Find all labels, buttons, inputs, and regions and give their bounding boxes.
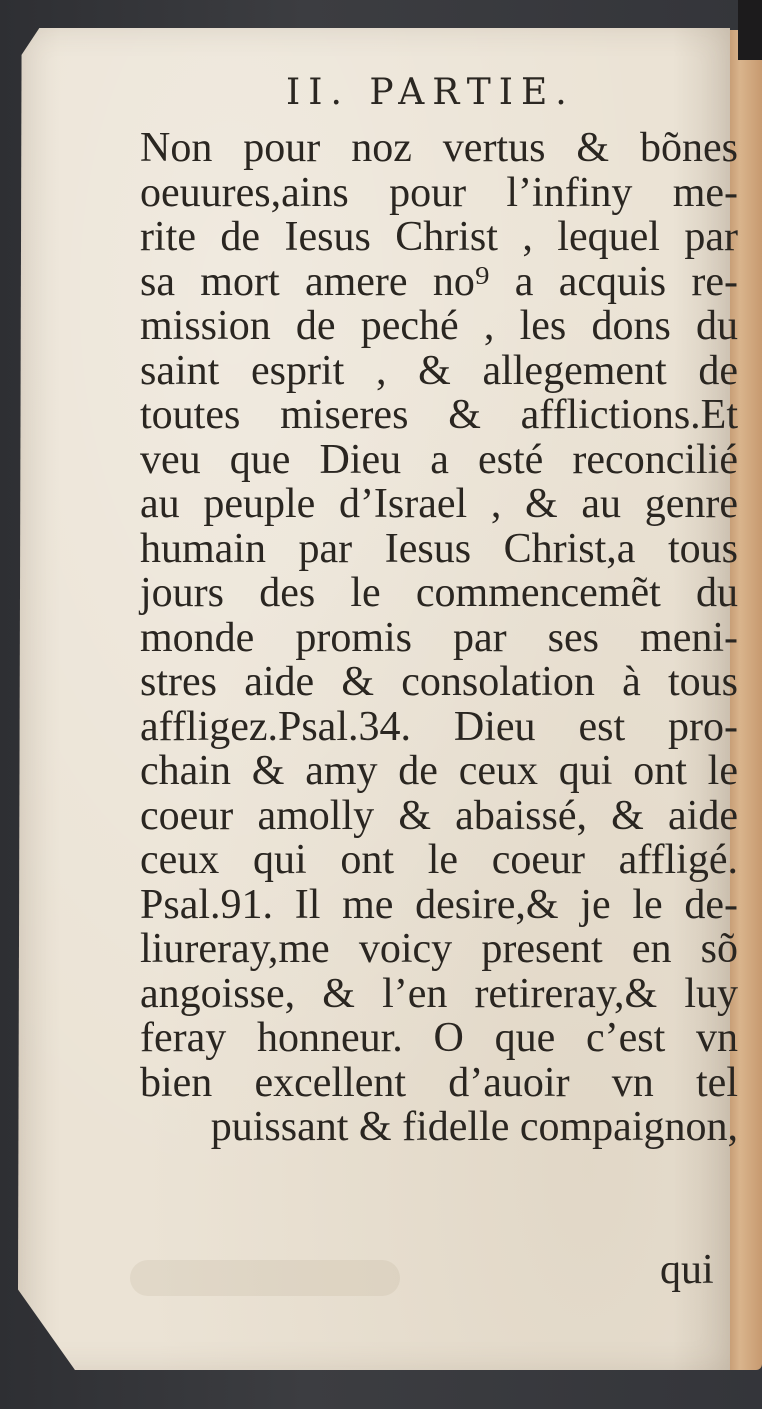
text-line: saint esprit , & allegement de: [140, 347, 738, 394]
text-line: veu que Dieu a esté reconcilié: [140, 436, 738, 483]
text-line: mission de peché , les dons du: [140, 303, 738, 349]
text-line: rite de Iesus Christ , lequel par: [140, 214, 738, 260]
running-heading: II. PARTIE.: [286, 72, 575, 113]
text-line: stres aide & consolation à tous: [140, 659, 738, 705]
text-line: ceux qui ont le coeur affligé.: [140, 837, 738, 883]
text-line: jours des le commencemẽt du: [140, 570, 738, 616]
text-line: monde promis par ses meni-: [140, 614, 738, 661]
text-line: Non pour noz vertus & bõnes: [140, 125, 738, 171]
text-line: angoisse, & l’en retireray,& luy: [140, 970, 738, 1017]
text-line: feray honneur. O que c’est vn: [140, 1015, 738, 1061]
text-line: humain par Iesus Christ,a tous: [140, 525, 738, 572]
text-line: liureray,me voicy present en sõ: [140, 926, 738, 972]
text-line: toutes miseres & afflictions.Et: [140, 392, 738, 438]
text-line: oeuures,ains pour l’infiny me-: [140, 169, 738, 216]
text-line: bien excellent d’auoir vn tel: [140, 1059, 738, 1106]
text-line: Psal.91. Il me desire,& je le de-: [140, 881, 738, 928]
catchword: qui: [660, 1247, 714, 1293]
paper-stain: [130, 1260, 400, 1296]
text-line: coeur amolly & abaissé, & aide: [140, 792, 738, 839]
text-line: au peuple d’Israel , & au genre: [140, 481, 738, 527]
text-line: affligez.Psal.34. Dieu est pro-: [140, 703, 738, 750]
text-line: sa mort amere no⁹ a acquis re-: [140, 258, 738, 305]
binding-strip: [738, 0, 762, 60]
body-text: [140, 126, 738, 1150]
text-line: puissant & fidelle compaignon,: [210, 1104, 738, 1150]
text-line: chain & amy de ceux qui ont le: [140, 748, 738, 794]
